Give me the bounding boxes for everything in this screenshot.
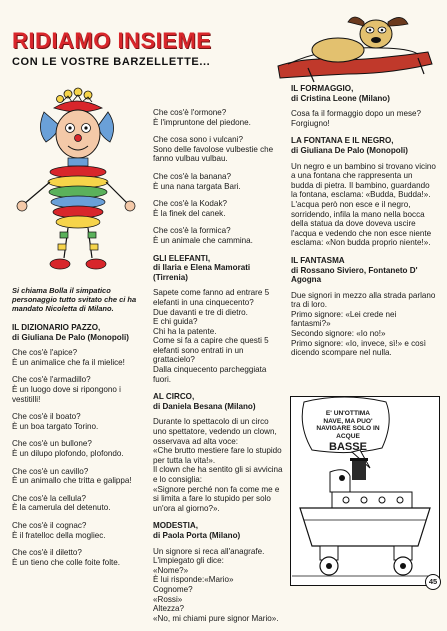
text-line: È lui risponde:«Mario» xyxy=(153,575,234,585)
cheese-author: di Cristina Leone (Milano) xyxy=(291,93,390,103)
text-line: Altezza? xyxy=(153,604,185,614)
dictionary-entry xyxy=(12,467,146,486)
speech-bubble-small-text: E' UN'OTTIMA NAVE, MA PUO' NAVIGARE SOLO IN ACQUE xyxy=(316,410,380,440)
entry-question: Che cos'è la formica? xyxy=(153,226,231,236)
text-line: Chi ha la patente. xyxy=(153,326,217,336)
dictionary-entry xyxy=(12,521,146,540)
ghost-heading xyxy=(291,256,437,285)
page-number: 45 xyxy=(425,574,441,590)
entry-answer: È un animalice che fa il mielice! xyxy=(12,357,125,367)
entry-answer: È il fratelloc della mogliec. xyxy=(12,530,106,540)
elephants-title: GLI ELEFANTI, xyxy=(153,253,211,263)
entry-answer: È un luogo dove si ripongono i vestitilli! xyxy=(12,384,121,404)
entry-answer: È la finek del canek. xyxy=(153,208,226,218)
text-line: Un signore si reca all'anagrafe. xyxy=(153,546,265,556)
text-line: L'impiegato gli dice: xyxy=(153,556,224,566)
text-line: E chi guida? xyxy=(153,317,198,327)
entry-answer: È un animallo che tritta e galippa! xyxy=(12,476,132,486)
entry-question: Che cos'è il boato? xyxy=(12,412,81,422)
dictionary-entry xyxy=(153,135,284,164)
dog-on-bed-illustration xyxy=(268,8,438,86)
cheese-title: IL FORMAGGIO, xyxy=(291,84,354,93)
entry-answer: È un dilupo plofondo, plofondo. xyxy=(12,448,124,458)
column-1 xyxy=(12,286,146,575)
entry-answer: È la camerula del detenuto. xyxy=(12,503,111,513)
entry-question: Che cos'è l'armadillo? xyxy=(12,375,91,385)
dictionary-entry xyxy=(12,548,146,567)
modesty-title: MODESTIA, xyxy=(153,521,198,531)
text-line: Come si fa a capire che questi 5 elefanti sono entrati in un grattacielo? xyxy=(153,336,269,365)
dictionary-author: di Giuliana De Palo (Monopoli) xyxy=(12,332,129,342)
entry-answer: È l'impruntone del piedone. xyxy=(153,117,251,127)
dictionary-entries xyxy=(12,348,146,567)
entry-question: Che cos'è il diletto? xyxy=(12,548,82,558)
page-title: RIDIAMO INSIEME xyxy=(12,28,212,53)
fountain-author: di Giuliana De Palo (Monopoli) xyxy=(291,145,408,155)
text-line: Durante lo spettacolo di un circo uno spettatore, vedendo un clown, osservava ad alta voce: xyxy=(153,417,277,446)
dictionary-entry xyxy=(153,172,284,191)
modesty-author: di Paola Porta (Milano) xyxy=(153,530,241,540)
elephants-author: di Ilaria e Elena Mamorati (Tirrenia) xyxy=(153,263,251,282)
bolla-character-drawing xyxy=(10,86,140,286)
illustration-caption: Si chiama Bolla il simpatico personaggio tutto svitato che ci ha mandato Nicoletta di Milano. xyxy=(12,286,137,313)
dictionary-entry xyxy=(153,199,284,218)
text-line: Due signori in mezzo alla strada parlano tra di loro. xyxy=(291,290,436,310)
ghost-author: di Rossano Siviero, Fontaneto D' Agogna xyxy=(291,265,418,285)
entry-answer: Sono delle favolose vulbestie che fanno vulbau vulbau. xyxy=(153,144,274,164)
text-line: Secondo signore: «Io no!» xyxy=(291,329,386,339)
circus-heading xyxy=(153,392,284,411)
dictionary-entries-continued xyxy=(153,108,284,246)
column-3 xyxy=(291,84,437,366)
text-line: «Che brutto mestiere fare lo stupido per tutta la vita!». xyxy=(153,446,282,465)
entry-question: Che cos'è l'ormone? xyxy=(153,108,227,117)
entry-question: Che cos'è un cavillo? xyxy=(12,466,89,476)
fountain-title: LA FONTANA E IL NEGRO, xyxy=(291,136,394,146)
text-line: «Nome?» xyxy=(153,565,189,575)
entry-answer: È un boa targato Torino. xyxy=(12,421,99,431)
dictionary-entry xyxy=(12,439,146,458)
text-line: Sapete come fanno ad entrare 5 elefanti in una cinquecento? xyxy=(153,288,270,307)
entry-question: Che cos'è un bullone? xyxy=(12,439,92,449)
fountain-text: Un negro e un bambino si trovano vicino a una fontana che rappresenta un budda di pietra. Il bambino, guardando la fontana, esclama: «Budda, Budda!». L'acqua però non esce e il negro, sorridendo, infila la mano nella bocca della statua da dove doveva uscire l'acqua e vedendo che non esce niente esclama: «Non budda proprio niente!». xyxy=(291,161,436,248)
page-subtitle: CON LE VOSTRE BARZELLETTE... xyxy=(12,56,211,68)
dictionary-entry xyxy=(153,226,284,245)
text-line: Forgiugno! xyxy=(291,118,330,128)
entry-question: Che cos'è la banana? xyxy=(153,171,232,181)
entry-question: Che cosa sono i vulcani? xyxy=(153,135,243,145)
text-line: Primo signore: «Io, invece, sì!» e così dicendo scompare nel nulla. xyxy=(291,338,426,358)
fountain-heading xyxy=(291,136,437,155)
dictionary-heading xyxy=(12,323,146,342)
speech-bubble-big-text: BASSE xyxy=(329,441,367,454)
text-line: Cognome? xyxy=(153,584,193,594)
modesty-heading xyxy=(153,521,284,540)
circus-text xyxy=(153,417,284,513)
column-2 xyxy=(153,108,284,631)
ghost-text xyxy=(291,291,437,358)
dictionary-title: IL DIZIONARIO PAZZO, xyxy=(12,323,101,332)
entry-question: Che cos'è la Kodak? xyxy=(153,199,227,209)
elephants-text xyxy=(153,288,284,384)
dictionary-entry xyxy=(153,108,284,127)
entry-answer: È una nana targata Bari. xyxy=(153,181,241,191)
entry-question: Che cos'è la cellula? xyxy=(12,493,86,503)
text-line: «Rossi» xyxy=(153,594,183,604)
text-line: «Signore perché non fa come me e si limita a fare lo stupido per solo un'ora al giorno?». xyxy=(153,484,280,513)
entry-question: Che cos'è il cognac? xyxy=(12,520,87,530)
entry-answer: È un tieno che colle foite folte. xyxy=(12,557,120,567)
dictionary-entry xyxy=(12,375,146,404)
cheese-text xyxy=(291,109,437,128)
text-line: Primo signore: «Lei crede nei fantasmi?» xyxy=(291,309,397,329)
circus-title: AL CIRCO, xyxy=(153,392,195,402)
dictionary-entry xyxy=(12,494,146,513)
elephants-heading xyxy=(153,254,284,283)
circus-author: di Daniela Besana (Milano) xyxy=(153,401,256,411)
dictionary-entry xyxy=(12,348,146,367)
text-line: Il clown che ha sentito gli si avvicina e lo consiglia: xyxy=(153,465,283,484)
text-line: Due davanti e tre di dietro. xyxy=(153,307,248,317)
ghost-title: IL FANTASMA xyxy=(291,255,345,265)
cheese-heading xyxy=(291,84,437,103)
dictionary-entry xyxy=(12,412,146,431)
modesty-text xyxy=(153,547,284,624)
entry-answer: È un animale che cammina. xyxy=(153,235,253,245)
entry-question: Che cos'è l'apice? xyxy=(12,348,78,358)
text-line: Dalla cinquecento parcheggiata fuori. xyxy=(153,365,267,384)
text-line: Cosa fa il formaggio dopo un mese? xyxy=(291,109,422,119)
speech-bubble-text xyxy=(316,410,380,454)
text-line: «No, mi chiami pure signor Mario». xyxy=(153,613,279,623)
